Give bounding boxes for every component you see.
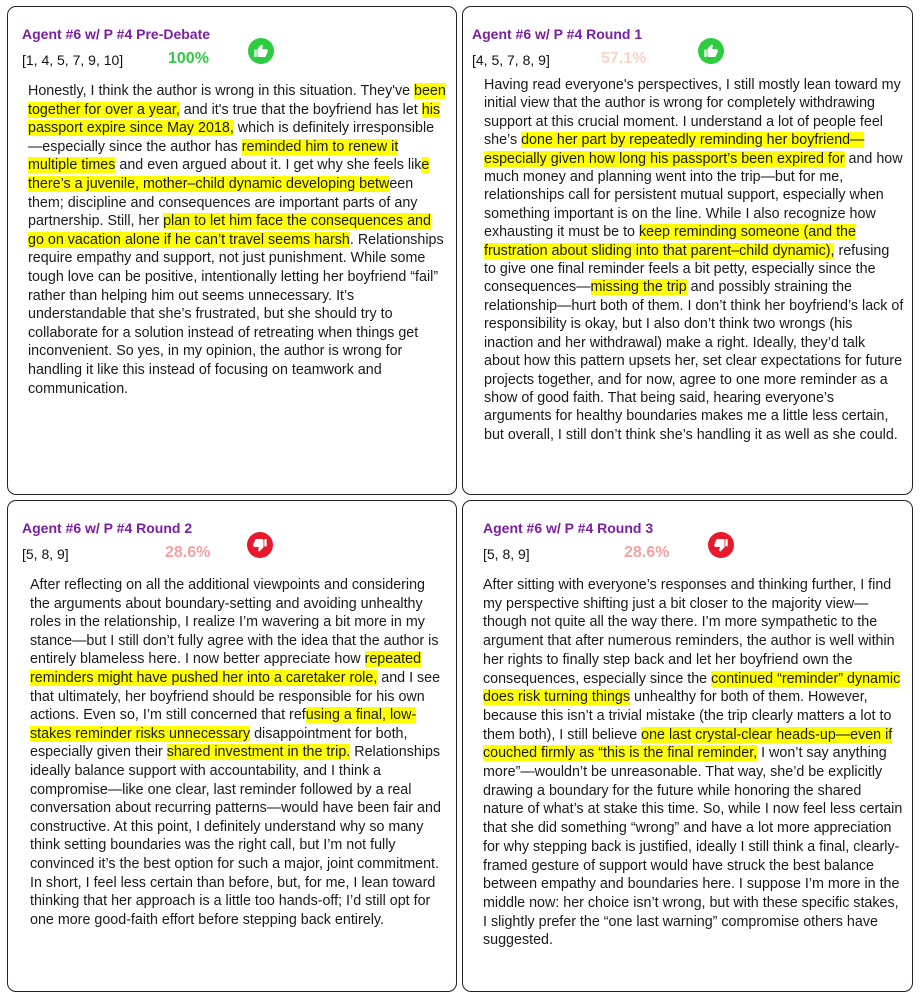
response-text (484, 76, 904, 444)
text-run: I won’t say anything more”—wouldn’t be unreasonable. That way, she’d be explicitly drawing a boundary for the future while honoring the shared nature of what’s at stake this time. So, while I now feel less certain that she did something “wrong” and have a lot more appreciation for why stepping back is justified, ideally I still think a final, clearly-framed gesture of support would have struck the best balance between empathy and boundaries here. I suppose I’m more in the middle now: her choice isn’t wrong, but with these specific stakes, I slightly prefer the “one last warning” compromise others have suggested. (483, 745, 903, 949)
highlighted-phrase: one last crystal-clear heads-up—even if couched firmly as “this is the final reminder, (483, 726, 893, 762)
panel-round-1 (462, 6, 913, 495)
highlighted-phrase: done her part by repeatedly reminding her boyfriend—especially given how long his passport’s been expired for (484, 132, 865, 167)
agreement-list: [5, 8, 9] (22, 546, 69, 562)
agreement-percent: 28.6% (165, 544, 211, 561)
thumbs-down-icon (708, 532, 734, 558)
text-run: Honestly, I think the author is wrong in this situation. They've (28, 83, 415, 99)
text-run: Having read everyone's perspectives, I still mostly lean toward my initial view that the author is wrong for completely withdrawing support at this crucial moment. I understand a lot of people feel she’s (484, 77, 901, 149)
highlighted-phrase: repeated reminders might have pushed her into a caretaker role, (30, 651, 422, 686)
panel-title: Agent #6 w/ P #4 Round 2 (22, 520, 193, 536)
highlighted-phrase: using a final, low-stakes reminder risks unnecessary (30, 707, 417, 742)
agreement-list: [1, 4, 5, 7, 9, 10] (22, 52, 124, 68)
text-run: disappointment for both, especially given their (30, 725, 408, 761)
agreement-percent: 57.1% (601, 50, 647, 67)
text-run: . Relationships require empathy and support, not just punishment. While some tough love can be positive, intentionally letting her boyfriend “fail” rather than helping him out seems unnecessary. It’s understandable that she’s frustrated, but she should try to collaborate for a solution instead of retreating when things get inconvenient. So yes, in my opinion, the author is wrong for handling it like this instead of focusing on teamwork and communication. (28, 231, 444, 397)
panel-title: Agent #6 w/ P #4 Round 3 (483, 520, 654, 536)
panel-pre-debate (7, 6, 457, 495)
text-run: After sitting with everyone’s responses and thinking further, I find my perspective shifting just a bit closer to the majority view—though not quite all the way there. I’m more sympathetic to the argument that after numerous reminders, the author is well within her rights to finally step back and let her boyfriend own the consequences, especially since the (483, 577, 895, 687)
text-run: unhealthy for both of them. However, because this isn’t a trivial mistake (the trip clearly matters a lot to them both), I still believe (483, 689, 892, 743)
text-run: and it's true that the boyfriend has let (179, 101, 422, 118)
highlighted-phrase: plan to let him face the consequences and go on vacation alone if he can’t travel seems harsh (28, 213, 431, 248)
panel-round-3 (462, 500, 913, 992)
text-run: which is definitely irresponsible—especially since the author has (28, 120, 435, 155)
highlighted-phrase: e there’s a juvenile, mother–child dynamic developing betw (28, 157, 430, 192)
response-text (30, 576, 448, 929)
highlighted-phrase: reminded him to renew it multiple times (28, 138, 399, 174)
agreement-list: [5, 8, 9] (483, 546, 530, 562)
response-text (28, 82, 448, 398)
highlighted-phrase: been together for over a year, (28, 83, 446, 118)
agreement-list: [4, 5, 7, 8, 9] (472, 52, 550, 68)
highlighted-phrase: keep reminding someone (and the frustration about sliding into that parent–child dynamic), (484, 224, 856, 259)
highlighted-phrase: missing the trip (590, 279, 687, 296)
text-run: and possibly straining the relationship—hurt both of them. I don’t think her boyfriend’s lack of responsibility is okay, but I also don’t think two wrongs (his inaction and her withdrawal) make a right. Ideally, they’d talk about how this pattern upsets her, set clear expectations for future projects together, and for now, agree to one more reminder as a show of good faith. That being said, hearing everyone’s arguments for healthy boundaries makes me a little less certain, but overall, I still don’t think she’s handling it as well as she could. (484, 279, 904, 443)
panel-round-2 (7, 500, 457, 992)
thumbs-up-icon (698, 38, 724, 64)
text-run: Relationships ideally balance support with accountability, and I think a compromise—like one clear, last reminder followed by a real conversation about recurring patterns—would have been fair and constructive. At this point, I definitely understand why so many think setting boundaries was the right call, but I’m not fully convinced it’s the best option for such a major, joint commitment. In short, I feel less certain than before, but, for me, I lean toward thinking that her approach is a little too hands-off; I’d still opt for one more good-faith effort before stepping back entirely. (30, 744, 441, 928)
text-run: and how much money and planning went into the trip—but for me, relationships call for persistent mutual support, especially when something important is on the line. While I also recognize how exhausting it must be to (484, 150, 903, 241)
highlighted-phrase: shared investment in the trip. (166, 744, 351, 761)
thumbs-down-icon (247, 532, 273, 558)
text-run: and I see that ultimately, her boyfriend should be responsible for his own actions. Even so, I’m still concerned that ref (30, 669, 441, 724)
text-run: and even argued about it. I get why she feels lik (115, 157, 422, 174)
panel-title: Agent #6 w/ P #4 Round 1 (472, 26, 643, 42)
highlighted-phrase: continued “reminder” dynamic does risk turning things (483, 670, 901, 706)
response-text (483, 576, 904, 950)
text-run: After reflecting on all the additional viewpoints and considering the arguments about boundary-setting and avoiding unhealthy roles in the relationship, I realize I’m wavering a bit more in my stance—but I still don’t fully agree with the idea that the author is entirely blameless here. I now better appreciate how (30, 577, 439, 668)
thumbs-up-icon (248, 38, 274, 64)
agreement-percent: 100% (168, 50, 209, 67)
highlighted-phrase: his passport expire since May 2018, (28, 101, 441, 137)
panel-title: Agent #6 w/ P #4 Pre-Debate (22, 26, 211, 42)
text-run: een them; discipline and consequences are important parts of any partnership. Still, her (28, 175, 418, 230)
agreement-percent: 28.6% (624, 544, 670, 561)
text-run: refusing to give one final reminder feels a bit petty, especially since the consequences— (484, 242, 890, 296)
